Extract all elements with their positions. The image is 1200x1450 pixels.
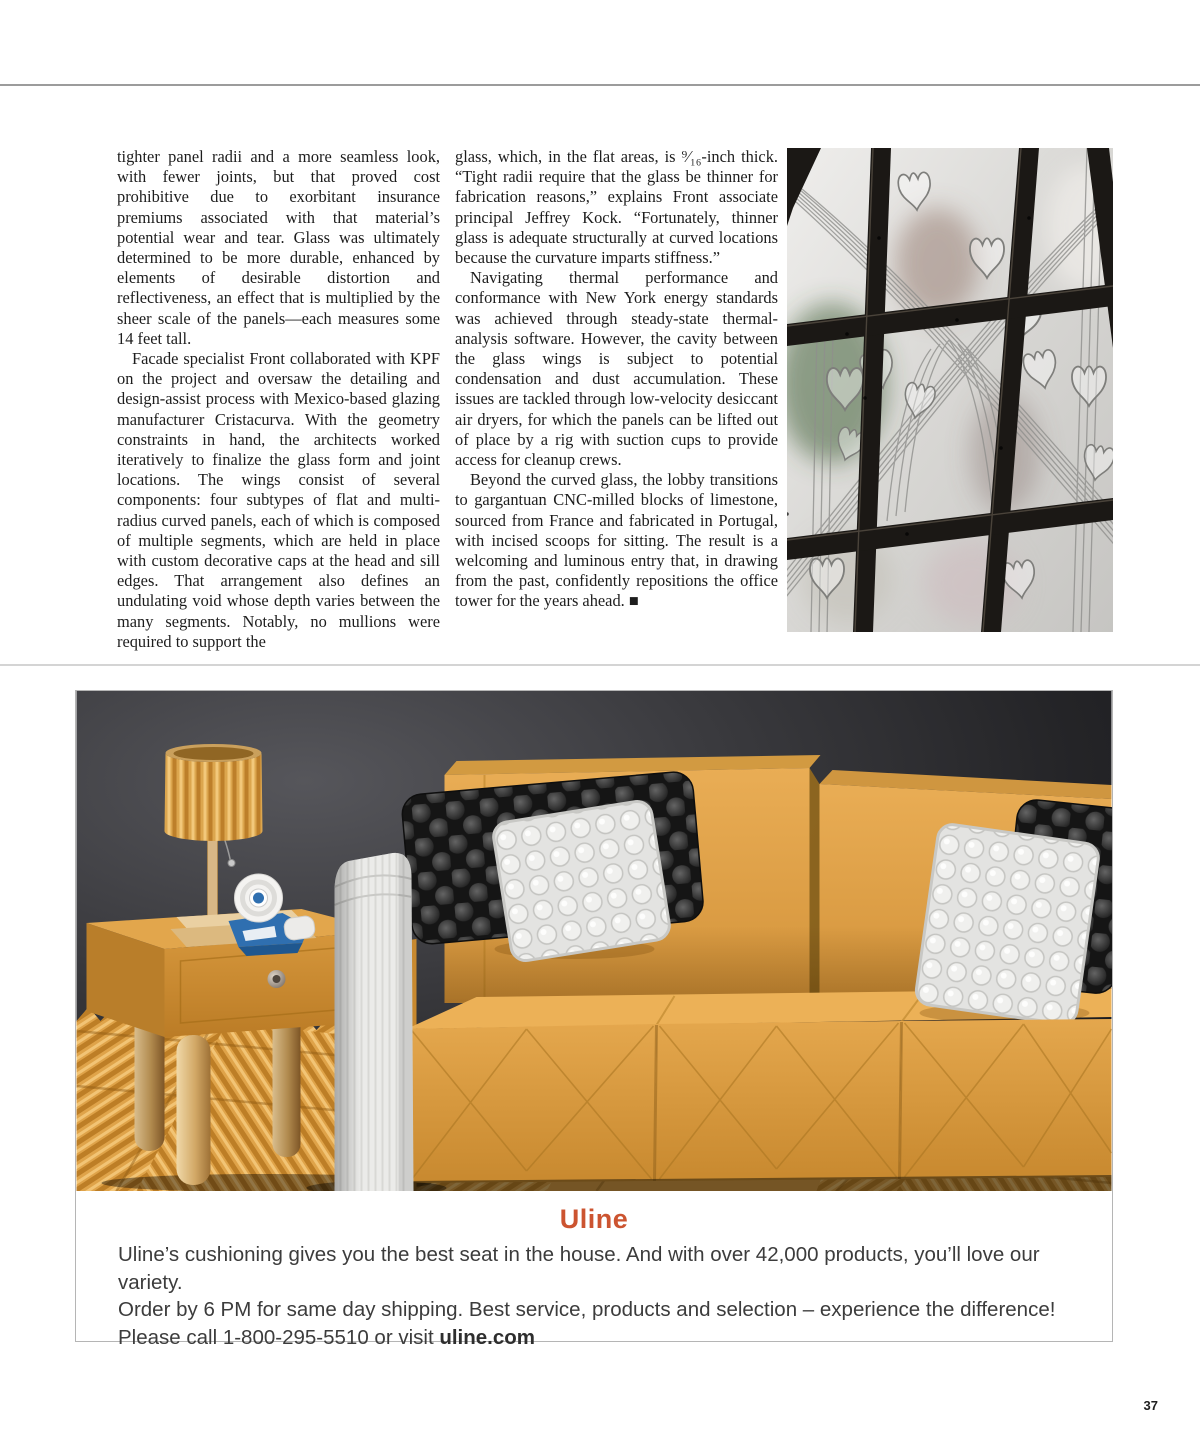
article-column-2 (455, 147, 778, 612)
lamp-shade (165, 753, 263, 841)
seat-cushion (900, 1019, 1112, 1179)
ad-phone-text: Please call 1-800-295-5510 or visit (118, 1325, 440, 1349)
ad-copy (76, 1241, 1112, 1351)
article-column-1 (117, 147, 440, 652)
tape-roller (283, 915, 316, 941)
uline-brand-heading: Uline (559, 1204, 629, 1234)
glass-panel-photo (787, 148, 1113, 632)
bubble-wrap-pillow-left (492, 799, 672, 962)
article-paragraph: Facade specialist Front collaborated with KPF on the project and oversaw the detailing and design-assist process with Mexico-based glazing manufacturer Cristacurva. With the geometry constraints in hand, the architects worked iteratively to finalize the glass form and joint locations. The wings consist of several components: four subtypes of flat and multi-radius curved panels, each of which is composed of multiple segments, which are held in place with custom decorative caps at the head and sill edges. That arrangement also defines an undulating void whose depth varies between the many segments. Notably, no mullions were required to support the (117, 349, 440, 651)
article-paragraph: Beyond the curved glass, the lobby transitions to gargantuan CNC-milled blocks of limestone, sourced from France and fabricated in Portugal, with incised scoops for sitting. The result is a welcoming and luminous entry that, in drawing from the past, confidently repositions the office tower for the years ahead. ■ (455, 470, 778, 611)
article-paragraph: glass, which, in the flat areas, is ⁹⁄₁₆-inch thick. “Tight radii require that the glass be thinner for fabrication reasons,” explains Front associate principal Jeffrey Kock. “Fortunately, thinner glass is adequate structurally at curved locations because the curvature imparts stiffness.” (455, 147, 778, 268)
article-paragraph: Navigating thermal performance and conformance with New York energy standards was achieved through steady-state thermal-analysis software. However, the cavity between the glass wings is subject to potential condensation and dust accumulation. These issues are tackled through low-velocity desiccant air dryers, for which the panels can be lifted out of place by a rig with suction cups to provide access for cleanup crews. (455, 268, 778, 470)
page-top-rule (0, 84, 1200, 86)
uline-advertisement (75, 690, 1113, 1349)
seat-cushion (655, 1021, 902, 1181)
glass-panel-photo-image (787, 148, 1113, 632)
lamp-chain-bead (228, 860, 235, 867)
article-paragraph: tighter panel radii and a more seamless look, with fewer joints, but that proved cost prohibitive due to exorbitant insurance premiums associated with that material’s potential wear and tear. Glass was ultimately determined to be more durable, enhanced by elements of desirable distortion and reflectiveness, an effect that is multiplied by the sheer scale of the panels—each measures some 14 feet tall. (117, 147, 440, 348)
ad-copy-line-2: Order by 6 PM for same day shipping. Best service, products and selection – experience the difference! (118, 1298, 1056, 1321)
ad-copy-line-1: Uline’s cushioning gives you the best seat in the house. And with over 42,000 products, you’ll love our variety. (118, 1243, 1040, 1294)
ad-scene-image (76, 691, 1112, 1191)
table-leg (273, 1013, 301, 1157)
uline-website-link: uline.com (439, 1325, 536, 1349)
lamp-pole (208, 837, 218, 923)
bubble-wrap-pillow-right (914, 823, 1100, 1026)
seat-cushion (407, 1024, 657, 1183)
page-number: 37 (1143, 1398, 1158, 1413)
ad-copy-line-3 (118, 1324, 1070, 1352)
section-divider-rule (0, 664, 1200, 666)
table-leg (177, 1035, 211, 1185)
sofa-seat-cushions (407, 1019, 1112, 1191)
